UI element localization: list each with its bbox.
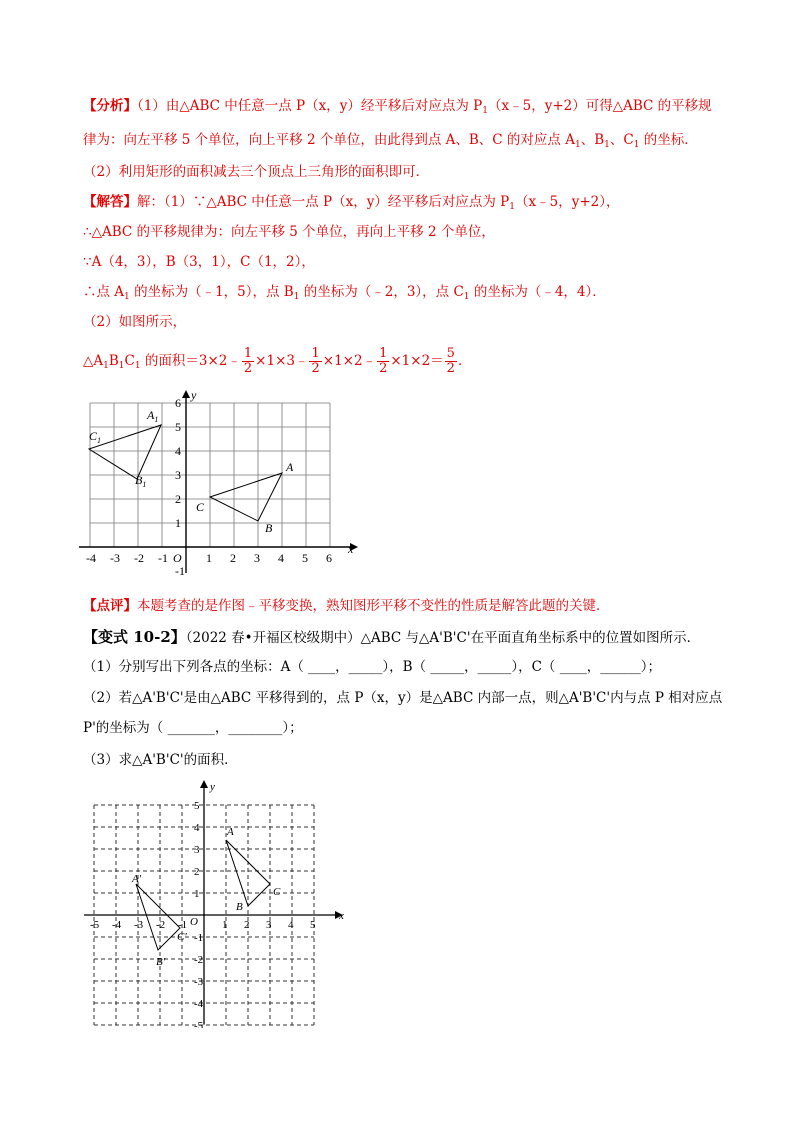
triangle-apbpcp: [136, 884, 180, 950]
variant-source: （2022 春•开福区校级期中）△ABC 与△A'B'C'在平面直角坐标系中的位置如图所示．: [185, 630, 701, 646]
x-tick-label: -2: [156, 919, 166, 931]
analysis-tag: 【分析】: [83, 98, 137, 114]
triangle-abc: [210, 473, 282, 521]
question-text: （3）求△A'B'C'的面积．: [83, 752, 238, 768]
y-tick-label: 1: [194, 888, 200, 900]
subscript: 1: [118, 361, 125, 371]
answer-text: ∵A（4，3），B（3，1），C（1，2），: [83, 254, 315, 270]
y-tick-label: 3: [194, 844, 200, 856]
tick-labels: [90, 800, 316, 1028]
y-tick-label: 5: [175, 420, 181, 434]
analysis-text: 律为：向左平移 5 个单位，向上平移 2 个单位，由此得到点 A、B、C 的对应点 A: [83, 132, 575, 148]
answer-text: C: [124, 353, 135, 369]
x-axis-label: x: [348, 542, 354, 556]
fraction-denominator: 2: [446, 361, 455, 376]
answer-text: 的坐标为（﹣4，4）．: [469, 284, 606, 300]
label-b: B: [265, 521, 273, 535]
answer-text: （2）如图所示，: [83, 314, 187, 330]
answer-line-1: [83, 192, 619, 217]
answer-text: ×1×2＝: [390, 353, 444, 369]
comment-line: [83, 596, 610, 616]
fraction-numerator: 1: [379, 346, 388, 361]
y-tick-label: 2: [175, 492, 181, 506]
x-tick-label: -3: [110, 551, 120, 565]
question-2: [83, 688, 722, 708]
x-tick-label: -1: [178, 919, 188, 931]
analysis-line-3: [83, 162, 429, 182]
y-tick-label: 6: [175, 396, 181, 410]
answer-text: （x﹣5，y+2），: [515, 194, 620, 210]
answer-tag: 【解答】: [83, 194, 137, 210]
answer-text: ×1×3﹣: [255, 353, 309, 369]
x-tick-label: 1: [206, 551, 212, 565]
x-tick-label: 4: [288, 919, 294, 931]
analysis-text: （1）由△ABC 中任意一点 P（x，y）经平移后对应点为 P: [137, 98, 483, 114]
y-tick-label: -4: [194, 998, 204, 1010]
label-c-prime: C': [177, 931, 187, 943]
y-tick-label: -1: [175, 564, 185, 578]
subscript: 1: [574, 140, 581, 150]
x-tick-label: 5: [310, 919, 316, 931]
fraction-result: [445, 347, 457, 376]
y-tick-label: -5: [194, 1020, 204, 1028]
x-tick-label: -5: [90, 919, 100, 931]
origin-label: O: [190, 916, 198, 928]
subscript: 1: [463, 292, 470, 302]
answer-text: ∴点 A: [83, 284, 125, 300]
subscript: 1: [134, 361, 141, 371]
coordinate-graph-1: [75, 390, 365, 580]
origin-label: O: [173, 551, 182, 565]
fraction-half: [242, 347, 254, 376]
comment-tag: 【点评】: [83, 598, 137, 614]
y-axis-label: y: [191, 390, 197, 402]
x-tick-label: -1: [158, 551, 168, 565]
answer-text: 解：（1）∵△ABC 中任意一点 P（x，y）经平移后对应点为 P: [137, 194, 510, 210]
question-text: （1）分别写出下列各点的坐标：A（ ____，_____），B（ _____，_____），C（ ____，______）；: [83, 659, 661, 675]
fraction-numerator: 5: [446, 346, 455, 361]
subscript: 1: [482, 106, 488, 116]
analysis-text: 的坐标．: [639, 132, 698, 148]
answer-line-2: [83, 222, 495, 242]
y-tick-label: 2: [194, 866, 200, 878]
variant-title: 【变式 10-2】: [83, 628, 186, 646]
x-tick-label: 2: [244, 919, 250, 931]
x-tick-label: 4: [278, 551, 284, 565]
x-tick-label: -2: [134, 551, 144, 565]
question-2b: [83, 718, 303, 738]
analysis-line-2: [83, 130, 698, 155]
label-b-prime: B': [156, 956, 166, 968]
y-tick-label: 4: [194, 822, 200, 834]
answer-text: △A: [83, 353, 104, 369]
x-tick-label: 3: [266, 919, 272, 931]
label-b: B: [236, 901, 243, 913]
analysis-text: 、B: [580, 132, 605, 148]
x-tick-label: 2: [230, 551, 236, 565]
subscript: 1: [633, 140, 640, 150]
area-formula: [83, 346, 471, 381]
label-a-prime: A': [132, 873, 142, 885]
subscript: 1: [103, 361, 109, 371]
analysis-text: （x﹣5，y+2）可得△ABC 的平移规: [488, 98, 712, 114]
fraction-half: [309, 347, 321, 376]
y-tick-label: -3: [194, 976, 204, 988]
tick-labels: [86, 396, 332, 578]
analysis-text: 、C: [609, 132, 634, 148]
question-text: （2）若△A'B'C'是由△ABC 平移得到的，点 P（x，y）是△ABC 内部一点，则△A'B'C'内与点 P 相对应点: [83, 690, 723, 706]
y-axis-arrow: [182, 390, 190, 398]
y-tick-label: -2: [194, 954, 204, 966]
label-c1: $C_1$: [89, 429, 102, 445]
y-tick-label: 3: [175, 468, 181, 482]
answer-text: ∴△ABC 的平移规律为：向左平移 5 个单位，再向上平移 2 个单位，: [83, 224, 495, 240]
y-axis-label: y: [210, 781, 215, 793]
label-a: A: [227, 826, 234, 838]
question-1: [83, 657, 661, 677]
subscript: 1: [509, 202, 515, 212]
fraction-denominator: 2: [243, 361, 253, 376]
answer-line-5: [83, 312, 186, 332]
label-a1: $A_1$: [147, 408, 159, 424]
answer-text: 的面积＝3×2﹣: [140, 353, 241, 369]
x-tick-label: 3: [254, 551, 260, 565]
answer-text: 的坐标为（﹣1，5），点 B: [129, 284, 294, 300]
y-tick-label: -1: [194, 932, 204, 944]
analysis-text: （2）利用矩形的面积减去三个顶点上三角形的面积即可．: [83, 164, 430, 180]
label-b1: $B_1$: [135, 473, 147, 489]
variant-title-line: [83, 627, 700, 648]
answer-text: 的坐标为（﹣2，3），点 C: [299, 284, 464, 300]
fraction-half: [377, 347, 389, 376]
label-c: C: [273, 886, 281, 898]
comment-text: 本题考查的是作图﹣平移变换，熟知图形平移不变性的性质是解答此题的关键．: [137, 598, 610, 614]
fraction-numerator: 1: [243, 346, 253, 361]
x-tick-label: -4: [86, 551, 96, 565]
y-tick-label: 1: [175, 516, 181, 530]
analysis-line-1: [83, 96, 712, 121]
x-tick-label: 1: [222, 919, 228, 931]
coordinate-graph-2: [80, 778, 360, 1028]
x-axis-label: x: [339, 910, 344, 922]
subscript: 1: [293, 292, 300, 302]
x-tick-label: 5: [302, 551, 308, 565]
question-text: P'的坐标为（ _______，________）；: [83, 720, 303, 736]
answer-text: ．: [457, 353, 472, 369]
x-tick-label: -3: [134, 919, 144, 931]
x-tick-label: 6: [326, 551, 332, 565]
label-c: C: [196, 500, 205, 514]
answer-line-3: [83, 252, 315, 272]
fraction-denominator: 2: [311, 361, 320, 376]
subscript: 1: [604, 140, 610, 150]
grid: [90, 403, 330, 547]
x-tick-label: -4: [112, 919, 122, 931]
label-a: A: [286, 460, 294, 474]
y-axis-arrow: [200, 780, 208, 788]
fraction-denominator: 2: [379, 361, 388, 376]
y-tick-label: 5: [194, 800, 200, 812]
answer-text: B: [108, 353, 119, 369]
answer-text: ×1×2﹣: [322, 353, 377, 369]
subscript: 1: [124, 292, 130, 302]
question-3: [83, 750, 238, 770]
fraction-numerator: 1: [311, 346, 320, 361]
answer-line-4: [83, 282, 606, 307]
triangle-a1b1c1: [89, 425, 161, 479]
y-tick-label: 4: [175, 444, 181, 458]
